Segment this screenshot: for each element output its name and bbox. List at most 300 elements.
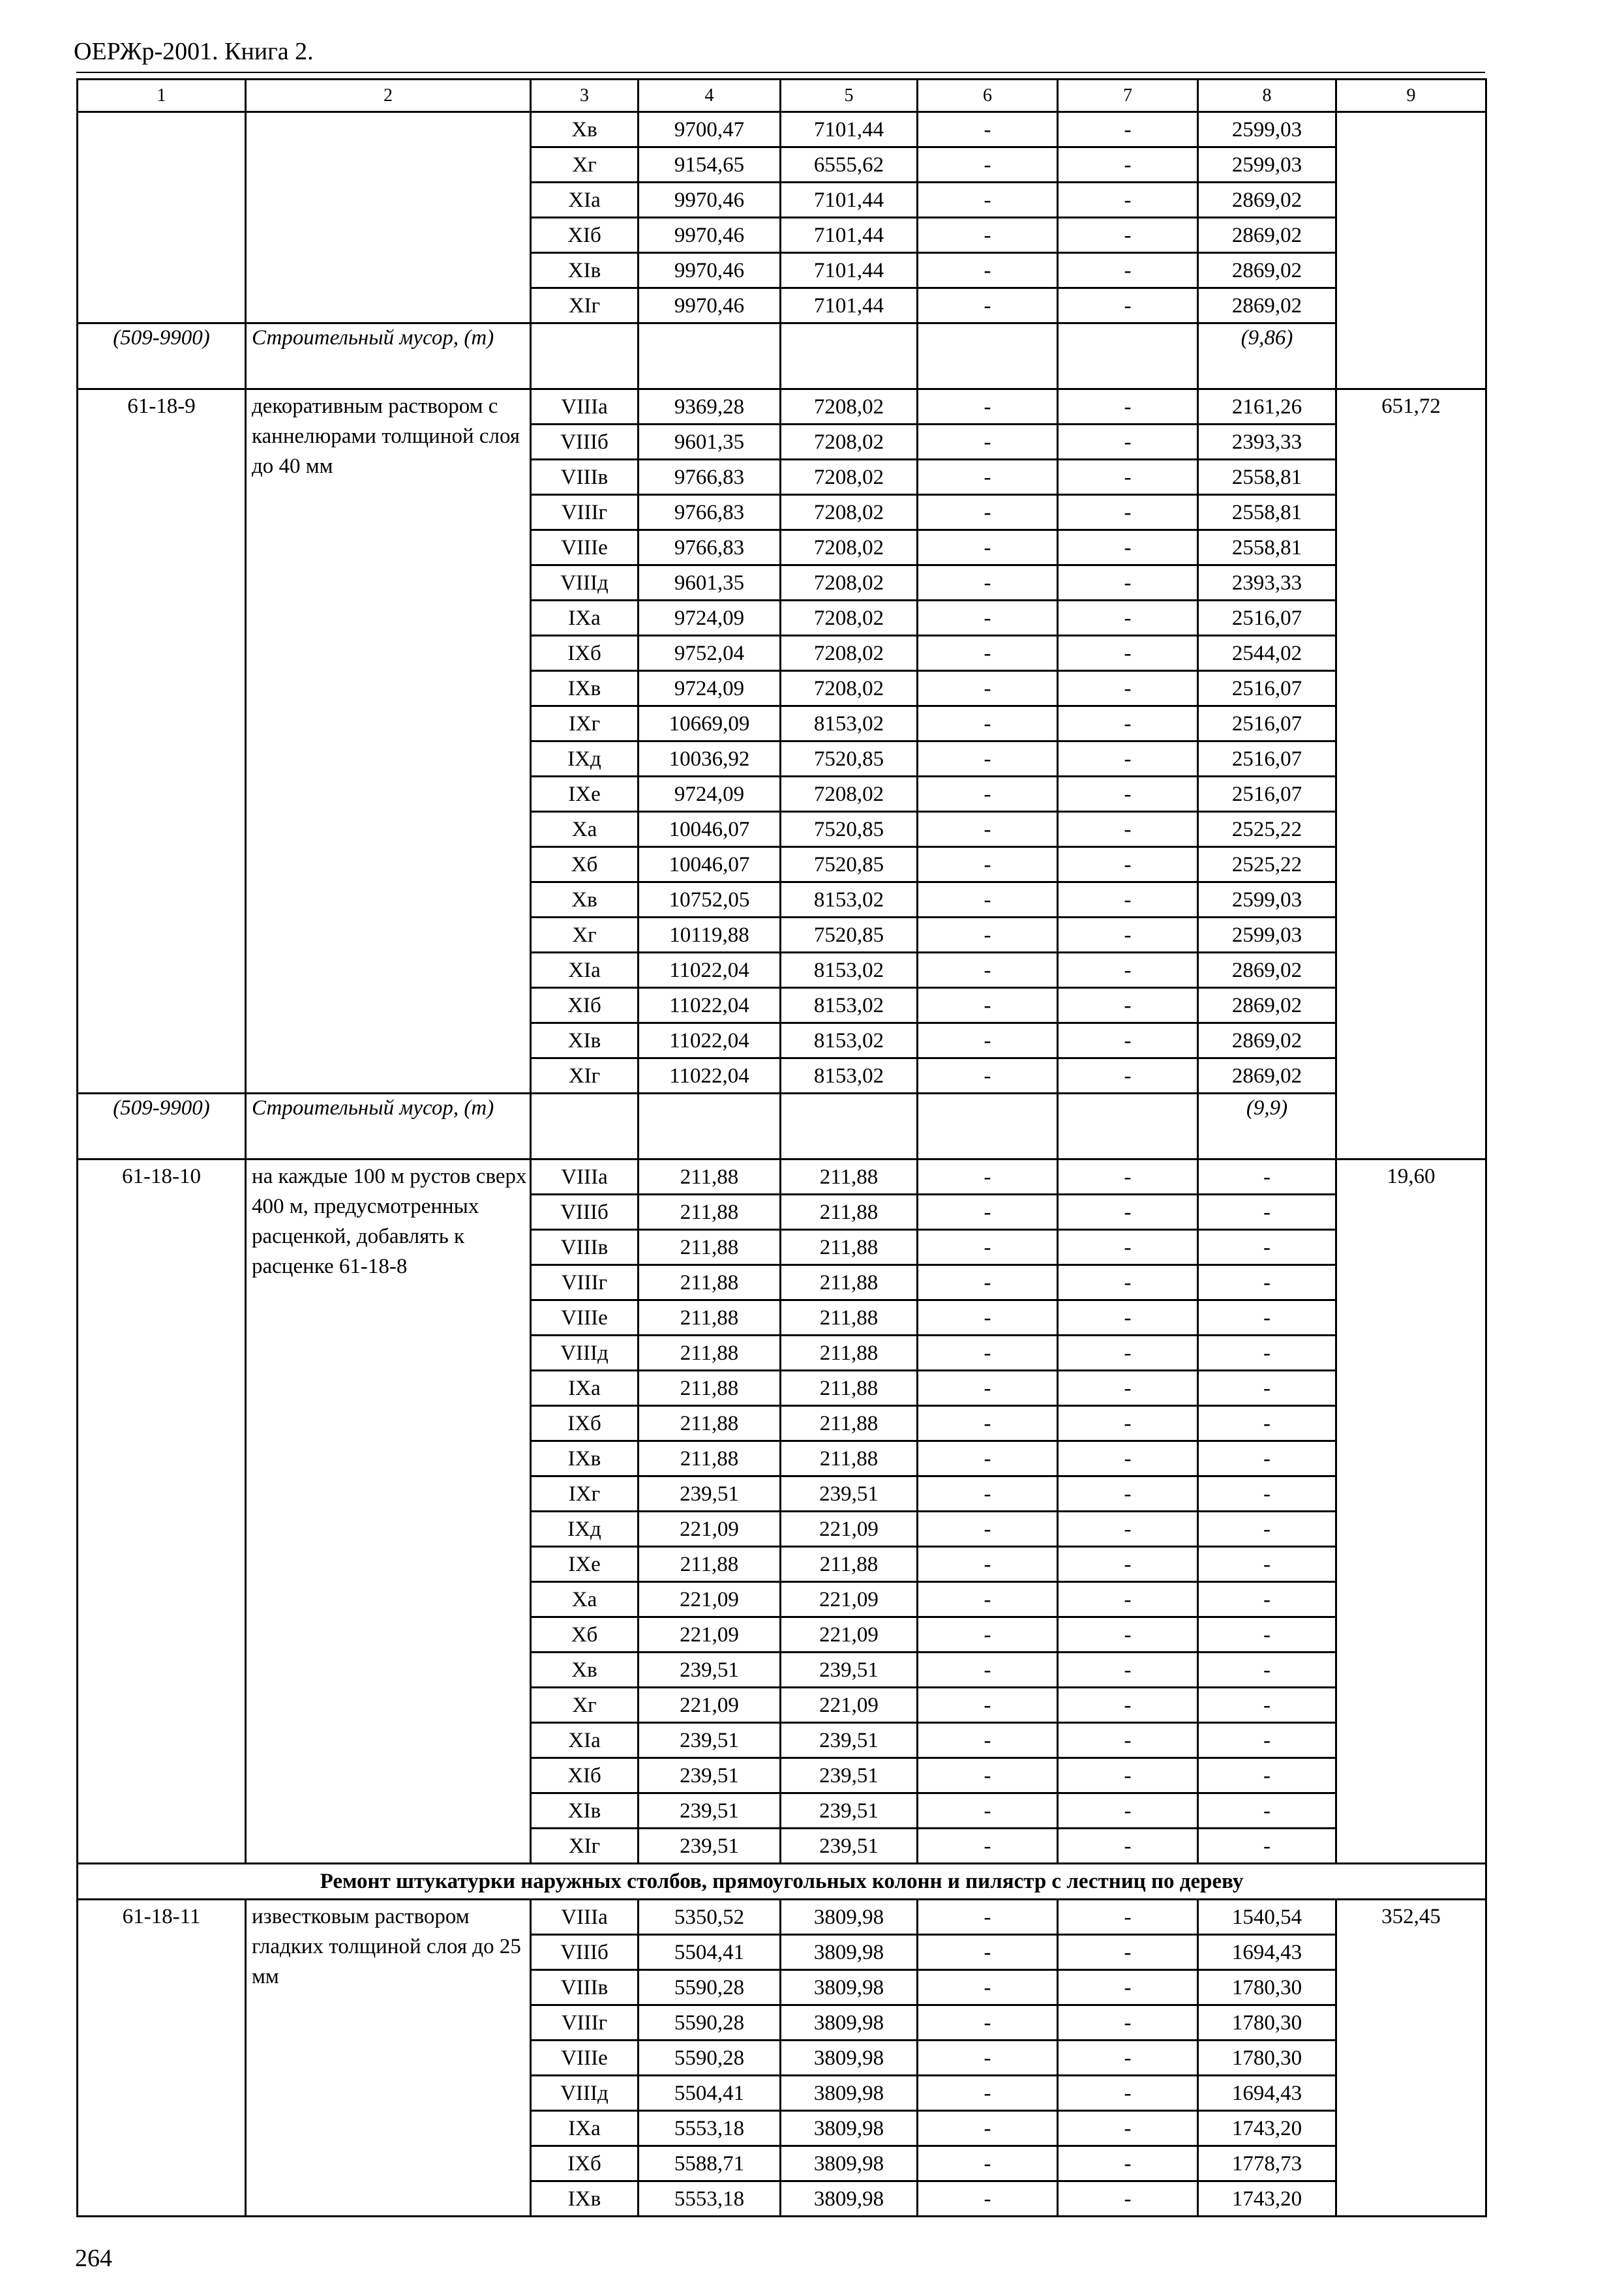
wage-cell: 8153,02: [781, 1058, 918, 1094]
zone-cell: IXа: [531, 601, 639, 636]
driver-wage-cell: -: [1058, 1512, 1198, 1547]
driver-wage-cell: -: [1058, 2146, 1198, 2181]
zone-cell: XIг: [531, 288, 639, 323]
machine-cost-cell: -: [918, 2181, 1058, 2217]
machine-cost-cell: -: [918, 460, 1058, 495]
zone-cell: Xа: [531, 1582, 639, 1617]
material-cost-cell: 2599,03: [1198, 918, 1336, 953]
zone-cell: XIг: [531, 1829, 639, 1864]
total-cost-cell: 9970,46: [639, 288, 781, 323]
wage-cell: 7208,02: [781, 389, 918, 425]
driver-wage-cell: -: [1058, 2181, 1198, 2217]
total-cost-cell: 5590,28: [639, 2005, 781, 2041]
machine-cost-cell: -: [918, 671, 1058, 706]
wage-cell: 239,51: [781, 1758, 918, 1793]
labor-cost-cell: 352,45: [1336, 1900, 1486, 2217]
waste-quantity: (9,86): [1198, 323, 1336, 389]
wage-cell: 7208,02: [781, 777, 918, 812]
wage-cell: 8153,02: [781, 988, 918, 1023]
machine-cost-cell: -: [918, 389, 1058, 425]
column-number: 2: [246, 80, 531, 112]
driver-wage-cell: -: [1058, 1829, 1198, 1864]
driver-wage-cell: -: [1058, 1023, 1198, 1058]
zone-cell: VIIIб: [531, 1195, 639, 1230]
material-cost-cell: -: [1198, 1653, 1336, 1688]
driver-wage-cell: -: [1058, 918, 1198, 953]
column-number: 8: [1198, 80, 1336, 112]
material-cost-cell: -: [1198, 1476, 1336, 1512]
wage-cell: 3809,98: [781, 2041, 918, 2076]
total-cost-cell: 9752,04: [639, 636, 781, 671]
total-cost-cell: 211,88: [639, 1195, 781, 1230]
material-cost-cell: 1743,20: [1198, 2181, 1336, 2217]
total-cost-cell: 239,51: [639, 1829, 781, 1864]
material-cost-cell: -: [1198, 1371, 1336, 1406]
wage-cell: 3809,98: [781, 1935, 918, 1970]
driver-wage-cell: -: [1058, 2041, 1198, 2076]
wage-cell: 7208,02: [781, 565, 918, 601]
wage-cell: 7208,02: [781, 425, 918, 460]
material-cost-cell: 2869,02: [1198, 953, 1336, 988]
total-cost-cell: 239,51: [639, 1793, 781, 1829]
total-cost-cell: 5590,28: [639, 2041, 781, 2076]
machine-cost-cell: -: [918, 253, 1058, 288]
wage-cell: 211,88: [781, 1265, 918, 1300]
driver-wage-cell: -: [1058, 253, 1198, 288]
total-cost-cell: 10119,88: [639, 918, 781, 953]
wage-cell: 7208,02: [781, 530, 918, 565]
material-cost-cell: -: [1198, 1829, 1336, 1864]
wage-cell: 221,09: [781, 1512, 918, 1547]
driver-wage-cell: -: [1058, 1371, 1198, 1406]
material-cost-cell: 2161,26: [1198, 389, 1336, 425]
driver-wage-cell: -: [1058, 1582, 1198, 1617]
material-cost-cell: -: [1198, 1265, 1336, 1300]
zone-cell: VIIIа: [531, 389, 639, 425]
total-cost-cell: 9724,09: [639, 777, 781, 812]
material-cost-cell: -: [1198, 1336, 1336, 1371]
rate-row: [78, 112, 1486, 147]
driver-wage-cell: -: [1058, 1547, 1198, 1582]
material-cost-cell: 2558,81: [1198, 495, 1336, 530]
machine-cost-cell: -: [918, 1547, 1058, 1582]
zone-cell: Xв: [531, 112, 639, 147]
total-cost-cell: 211,88: [639, 1265, 781, 1300]
wage-cell: 8153,02: [781, 882, 918, 918]
material-cost-cell: -: [1198, 1547, 1336, 1582]
machine-cost-cell: -: [918, 1159, 1058, 1195]
driver-wage-cell: -: [1058, 112, 1198, 147]
zone-cell: IXв: [531, 1441, 639, 1476]
total-cost-cell: 211,88: [639, 1300, 781, 1336]
machine-cost-cell: -: [918, 2041, 1058, 2076]
wage-cell: 7208,02: [781, 671, 918, 706]
wage-cell: 211,88: [781, 1547, 918, 1582]
driver-wage-cell: -: [1058, 1058, 1198, 1094]
waste-code: (509-9900): [78, 323, 246, 389]
driver-wage-cell: -: [1058, 1758, 1198, 1793]
material-cost-cell: -: [1198, 1758, 1336, 1793]
machine-cost-cell: -: [918, 1195, 1058, 1230]
wage-cell: 7208,02: [781, 495, 918, 530]
wage-cell: 221,09: [781, 1617, 918, 1653]
zone-cell: XIб: [531, 988, 639, 1023]
material-cost-cell: 1694,43: [1198, 1935, 1336, 1970]
zone-cell: XIб: [531, 218, 639, 253]
rate-description: на каждые 100 м рустов сверх 400 м, предусмотренных расценкой, добавлять к расценке 61-18-8: [246, 1159, 531, 1864]
total-cost-cell: 239,51: [639, 1758, 781, 1793]
total-cost-cell: 211,88: [639, 1336, 781, 1371]
machine-cost-cell: -: [918, 183, 1058, 218]
wage-cell: 211,88: [781, 1195, 918, 1230]
wage-cell: 3809,98: [781, 2111, 918, 2146]
zone-cell: XIв: [531, 253, 639, 288]
driver-wage-cell: -: [1058, 882, 1198, 918]
zone-cell: IXв: [531, 671, 639, 706]
empty-cell: [639, 323, 781, 389]
wage-cell: 3809,98: [781, 1970, 918, 2005]
zone-cell: Xг: [531, 147, 639, 183]
empty-cell: [639, 1094, 781, 1159]
machine-cost-cell: -: [918, 147, 1058, 183]
rate-code: 61-18-11: [78, 1900, 246, 2217]
wage-cell: 3809,98: [781, 2076, 918, 2111]
driver-wage-cell: -: [1058, 1653, 1198, 1688]
machine-cost-cell: -: [918, 565, 1058, 601]
machine-cost-cell: -: [918, 2111, 1058, 2146]
zone-cell: VIIIг: [531, 2005, 639, 2041]
material-cost-cell: 1694,43: [1198, 2076, 1336, 2111]
rates-table: [76, 78, 1487, 2217]
wage-cell: 239,51: [781, 1793, 918, 1829]
driver-wage-cell: -: [1058, 565, 1198, 601]
zone-cell: VIIIе: [531, 1300, 639, 1336]
driver-wage-cell: -: [1058, 1159, 1198, 1195]
total-cost-cell: 211,88: [639, 1159, 781, 1195]
waste-row: [78, 323, 1486, 389]
zone-cell: VIIIб: [531, 425, 639, 460]
total-cost-cell: 11022,04: [639, 1023, 781, 1058]
total-cost-cell: 9369,28: [639, 389, 781, 425]
machine-cost-cell: -: [918, 1371, 1058, 1406]
material-cost-cell: 2516,07: [1198, 777, 1336, 812]
machine-cost-cell: -: [918, 1653, 1058, 1688]
machine-cost-cell: -: [918, 1758, 1058, 1793]
zone-cell: IXб: [531, 1406, 639, 1441]
wage-cell: 211,88: [781, 1300, 918, 1336]
zone-cell: IXа: [531, 1371, 639, 1406]
machine-cost-cell: -: [918, 1441, 1058, 1476]
machine-cost-cell: -: [918, 847, 1058, 882]
zone-cell: Xг: [531, 1688, 639, 1723]
total-cost-cell: 5588,71: [639, 2146, 781, 2181]
machine-cost-cell: -: [918, 1336, 1058, 1371]
driver-wage-cell: -: [1058, 671, 1198, 706]
material-cost-cell: -: [1198, 1300, 1336, 1336]
empty-cell: [781, 1094, 918, 1159]
continued-description-cell: [246, 112, 531, 323]
rate-row: [78, 389, 1486, 425]
driver-wage-cell: -: [1058, 1300, 1198, 1336]
column-number: 6: [918, 80, 1058, 112]
empty-cell: [531, 323, 639, 389]
section-heading-row: [78, 1864, 1486, 1900]
wage-cell: 7208,02: [781, 460, 918, 495]
wage-cell: 3809,98: [781, 1900, 918, 1935]
machine-cost-cell: -: [918, 1617, 1058, 1653]
wage-cell: 7520,85: [781, 847, 918, 882]
material-cost-cell: -: [1198, 1195, 1336, 1230]
wage-cell: 211,88: [781, 1441, 918, 1476]
material-cost-cell: 2599,03: [1198, 882, 1336, 918]
total-cost-cell: 9601,35: [639, 565, 781, 601]
zone-cell: XIг: [531, 1058, 639, 1094]
wage-cell: 211,88: [781, 1159, 918, 1195]
material-cost-cell: 1780,30: [1198, 2041, 1336, 2076]
material-cost-cell: 2516,07: [1198, 741, 1336, 777]
waste-row: [78, 1094, 1486, 1159]
machine-cost-cell: -: [918, 1723, 1058, 1758]
wage-cell: 7208,02: [781, 601, 918, 636]
zone-cell: XIа: [531, 953, 639, 988]
column-number: 1: [78, 80, 246, 112]
driver-wage-cell: -: [1058, 636, 1198, 671]
total-cost-cell: 9601,35: [639, 425, 781, 460]
wage-cell: 7101,44: [781, 218, 918, 253]
material-cost-cell: -: [1198, 1723, 1336, 1758]
continued-code-cell: [78, 112, 246, 323]
zone-cell: IXд: [531, 741, 639, 777]
total-cost-cell: 211,88: [639, 1371, 781, 1406]
waste-code: (509-9900): [78, 1094, 246, 1159]
zone-cell: VIIIб: [531, 1935, 639, 1970]
material-cost-cell: -: [1198, 1406, 1336, 1441]
empty-cell: [1058, 1094, 1198, 1159]
machine-cost-cell: -: [918, 530, 1058, 565]
wage-cell: 239,51: [781, 1476, 918, 1512]
material-cost-cell: -: [1198, 1582, 1336, 1617]
column-number: 4: [639, 80, 781, 112]
rate-description: известковым раствором гладких толщиной слоя до 25 мм: [246, 1900, 531, 2217]
wage-cell: 7101,44: [781, 253, 918, 288]
material-cost-cell: -: [1198, 1441, 1336, 1476]
wage-cell: 6555,62: [781, 147, 918, 183]
section-heading: Ремонт штукатурки наружных столбов, прямоугольных колонн и пилястр с лестниц по дереву: [78, 1864, 1486, 1900]
total-cost-cell: 11022,04: [639, 988, 781, 1023]
total-cost-cell: 239,51: [639, 1653, 781, 1688]
machine-cost-cell: -: [918, 882, 1058, 918]
total-cost-cell: 9700,47: [639, 112, 781, 147]
wage-cell: 3809,98: [781, 2181, 918, 2217]
machine-cost-cell: -: [918, 1582, 1058, 1617]
material-cost-cell: 2869,02: [1198, 988, 1336, 1023]
driver-wage-cell: -: [1058, 777, 1198, 812]
zone-cell: Xв: [531, 882, 639, 918]
machine-cost-cell: -: [918, 1512, 1058, 1547]
column-number: 7: [1058, 80, 1198, 112]
total-cost-cell: 10752,05: [639, 882, 781, 918]
material-cost-cell: 2393,33: [1198, 565, 1336, 601]
machine-cost-cell: -: [918, 601, 1058, 636]
material-cost-cell: 2869,02: [1198, 1023, 1336, 1058]
header-rule: [76, 72, 1485, 73]
material-cost-cell: 2516,07: [1198, 601, 1336, 636]
wage-cell: 8153,02: [781, 1023, 918, 1058]
waste-description: Строительный мусор, (т): [246, 1094, 531, 1159]
material-cost-cell: 2869,02: [1198, 253, 1336, 288]
machine-cost-cell: -: [918, 1023, 1058, 1058]
zone-cell: IXг: [531, 1476, 639, 1512]
material-cost-cell: 2544,02: [1198, 636, 1336, 671]
total-cost-cell: 9970,46: [639, 253, 781, 288]
zone-cell: VIIIа: [531, 1159, 639, 1195]
driver-wage-cell: -: [1058, 1723, 1198, 1758]
total-cost-cell: 10669,09: [639, 706, 781, 741]
wage-cell: 211,88: [781, 1336, 918, 1371]
material-cost-cell: 2869,02: [1198, 183, 1336, 218]
total-cost-cell: 211,88: [639, 1441, 781, 1476]
material-cost-cell: 1780,30: [1198, 2005, 1336, 2041]
zone-cell: VIIIд: [531, 2076, 639, 2111]
machine-cost-cell: -: [918, 288, 1058, 323]
zone-cell: VIIIв: [531, 1230, 639, 1265]
total-cost-cell: 221,09: [639, 1512, 781, 1547]
total-cost-cell: 9766,83: [639, 495, 781, 530]
empty-cell: [918, 323, 1058, 389]
zone-cell: IXб: [531, 2146, 639, 2181]
zone-cell: VIIIв: [531, 460, 639, 495]
total-cost-cell: 239,51: [639, 1476, 781, 1512]
total-cost-cell: 5350,52: [639, 1900, 781, 1935]
driver-wage-cell: -: [1058, 601, 1198, 636]
zone-cell: Xа: [531, 812, 639, 847]
machine-cost-cell: -: [918, 218, 1058, 253]
total-cost-cell: 10046,07: [639, 812, 781, 847]
wage-cell: 239,51: [781, 1829, 918, 1864]
driver-wage-cell: -: [1058, 953, 1198, 988]
material-cost-cell: 2516,07: [1198, 706, 1336, 741]
material-cost-cell: 2558,81: [1198, 530, 1336, 565]
zone-cell: VIIIе: [531, 530, 639, 565]
total-cost-cell: 5553,18: [639, 2111, 781, 2146]
machine-cost-cell: -: [918, 953, 1058, 988]
zone-cell: XIа: [531, 183, 639, 218]
total-cost-cell: 9766,83: [639, 530, 781, 565]
wage-cell: 7101,44: [781, 183, 918, 218]
driver-wage-cell: -: [1058, 1935, 1198, 1970]
wage-cell: 3809,98: [781, 2146, 918, 2181]
machine-cost-cell: -: [918, 706, 1058, 741]
driver-wage-cell: -: [1058, 2005, 1198, 2041]
total-cost-cell: 221,09: [639, 1582, 781, 1617]
driver-wage-cell: -: [1058, 288, 1198, 323]
zone-cell: XIб: [531, 1758, 639, 1793]
material-cost-cell: -: [1198, 1230, 1336, 1265]
wage-cell: 211,88: [781, 1371, 918, 1406]
material-cost-cell: 2516,07: [1198, 671, 1336, 706]
column-number: 9: [1336, 80, 1486, 112]
driver-wage-cell: -: [1058, 847, 1198, 882]
machine-cost-cell: -: [918, 988, 1058, 1023]
driver-wage-cell: -: [1058, 988, 1198, 1023]
empty-cell: [918, 1094, 1058, 1159]
machine-cost-cell: -: [918, 1265, 1058, 1300]
total-cost-cell: 9970,46: [639, 183, 781, 218]
machine-cost-cell: -: [918, 1900, 1058, 1935]
wage-cell: 239,51: [781, 1653, 918, 1688]
wage-cell: 211,88: [781, 1406, 918, 1441]
machine-cost-cell: -: [918, 1300, 1058, 1336]
material-cost-cell: -: [1198, 1159, 1336, 1195]
driver-wage-cell: -: [1058, 147, 1198, 183]
total-cost-cell: 10046,07: [639, 847, 781, 882]
machine-cost-cell: -: [918, 1793, 1058, 1829]
zone-cell: Xв: [531, 1653, 639, 1688]
machine-cost-cell: -: [918, 2076, 1058, 2111]
machine-cost-cell: -: [918, 1230, 1058, 1265]
column-number-row: [78, 80, 1486, 112]
machine-cost-cell: -: [918, 1688, 1058, 1723]
material-cost-cell: -: [1198, 1688, 1336, 1723]
driver-wage-cell: -: [1058, 1230, 1198, 1265]
zone-cell: IXв: [531, 2181, 639, 2217]
driver-wage-cell: -: [1058, 2111, 1198, 2146]
driver-wage-cell: -: [1058, 706, 1198, 741]
driver-wage-cell: -: [1058, 1617, 1198, 1653]
waste-description: Строительный мусор, (т): [246, 323, 531, 389]
material-cost-cell: 2869,02: [1198, 1058, 1336, 1094]
material-cost-cell: 2525,22: [1198, 812, 1336, 847]
labor-cost-cell: [1336, 112, 1486, 389]
zone-cell: XIа: [531, 1723, 639, 1758]
rate-code: 61-18-9: [78, 389, 246, 1094]
driver-wage-cell: -: [1058, 1900, 1198, 1935]
zone-cell: VIIIг: [531, 495, 639, 530]
zone-cell: Xб: [531, 847, 639, 882]
driver-wage-cell: -: [1058, 812, 1198, 847]
zone-cell: VIIIв: [531, 1970, 639, 2005]
page-number: 264: [75, 2245, 112, 2272]
total-cost-cell: 211,88: [639, 1547, 781, 1582]
material-cost-cell: 1743,20: [1198, 2111, 1336, 2146]
zone-cell: XIв: [531, 1023, 639, 1058]
empty-cell: [531, 1094, 639, 1159]
zone-cell: IXб: [531, 636, 639, 671]
total-cost-cell: 10036,92: [639, 741, 781, 777]
total-cost-cell: 239,51: [639, 1723, 781, 1758]
machine-cost-cell: -: [918, 1406, 1058, 1441]
zone-cell: IXе: [531, 1547, 639, 1582]
machine-cost-cell: -: [918, 1829, 1058, 1864]
total-cost-cell: 5504,41: [639, 2076, 781, 2111]
driver-wage-cell: -: [1058, 389, 1198, 425]
machine-cost-cell: -: [918, 425, 1058, 460]
material-cost-cell: 2599,03: [1198, 112, 1336, 147]
total-cost-cell: 5553,18: [639, 2181, 781, 2217]
wage-cell: 3809,98: [781, 2005, 918, 2041]
driver-wage-cell: -: [1058, 1970, 1198, 2005]
zone-cell: IXе: [531, 777, 639, 812]
zone-cell: VIIIд: [531, 565, 639, 601]
zone-cell: XIв: [531, 1793, 639, 1829]
material-cost-cell: 1780,30: [1198, 1970, 1336, 2005]
total-cost-cell: 9970,46: [639, 218, 781, 253]
driver-wage-cell: -: [1058, 1406, 1198, 1441]
column-number: 3: [531, 80, 639, 112]
total-cost-cell: 9724,09: [639, 671, 781, 706]
wage-cell: 7101,44: [781, 112, 918, 147]
driver-wage-cell: -: [1058, 183, 1198, 218]
